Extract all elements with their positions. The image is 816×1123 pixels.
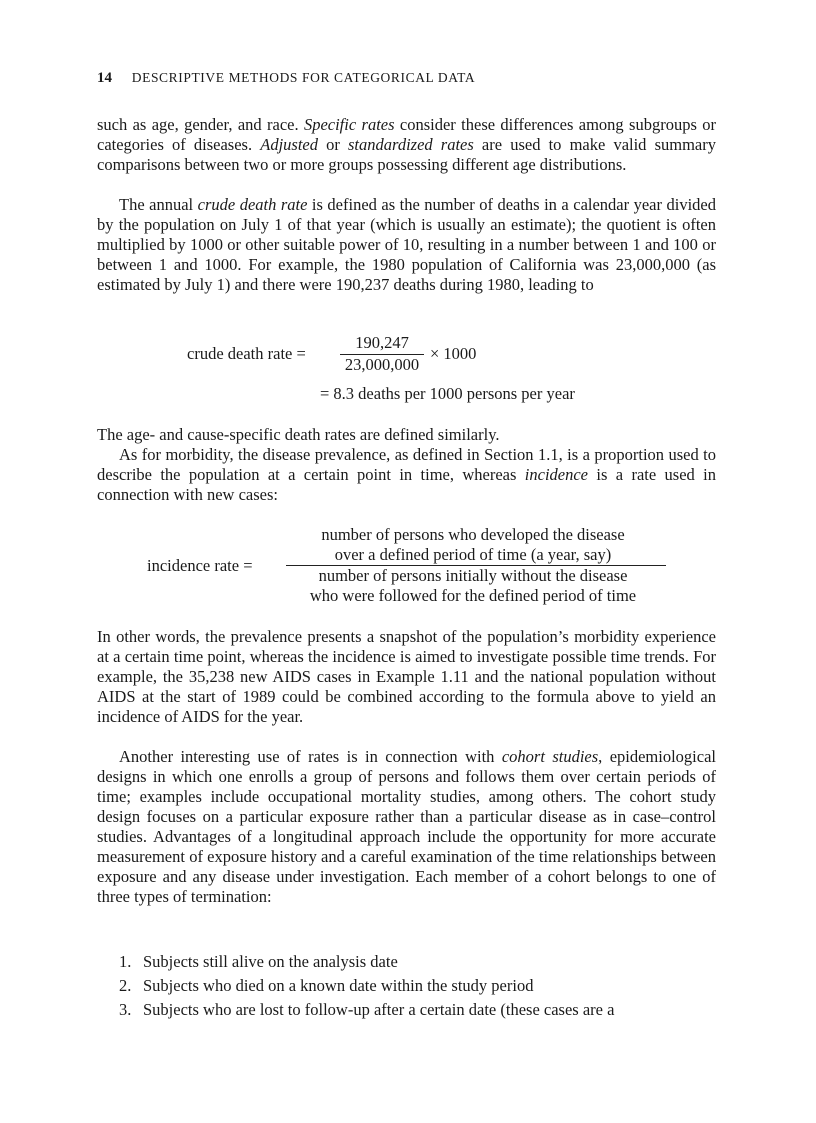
- paragraph-prevalence-vs-incidence: In other words, the prevalence presents a snapshot of the population’s morbidity experience at a certain time point, whereas the incidence is aimed to investigate possible time trends. For example, the 35,238 new AIDS cases in Example 1.11 and the national population without AIDS at the start of 1989 could be combined according to the formula above to yield an incidence of AIDS for the year.: [97, 627, 716, 726]
- list-item: 2. Subjects who died on a known date within the study period: [119, 976, 534, 995]
- numerator-line-2: over a defined period of time (a year, say): [334, 545, 612, 564]
- term-incidence: incidence: [524, 465, 589, 484]
- fraction-denominator: 23,000,000: [344, 355, 420, 374]
- denominator-line-2: who were followed for the defined period of time: [309, 586, 637, 605]
- running-title: DESCRIPTIVE METHODS FOR CATEGORICAL DATA: [131, 70, 476, 85]
- page-number: 14: [97, 70, 112, 86]
- term-standardized-rates: standardized rates: [348, 135, 474, 154]
- paragraph-morbidity: As for morbidity, the disease prevalence, as defined in Section 1.1, is a proportion used to describe the population at a certain point in time, whereas incidence is a rate used in connection with new cases:: [97, 445, 717, 504]
- term-cohort-studies: cohort studies: [501, 747, 599, 766]
- fraction-numerator: 190,247: [355, 333, 409, 352]
- denominator-line-1: number of persons initially without the disease: [318, 566, 628, 585]
- list-item: 3. Subjects who are lost to follow-up after a certain date (these cases are a: [119, 1000, 615, 1019]
- term-crude-death-rate: crude death rate: [197, 195, 308, 214]
- equation-result: = 8.3 deaths per 1000 persons per year: [320, 384, 575, 403]
- term-specific-rates: Specific rates: [303, 115, 395, 134]
- equation-lhs: incidence rate =: [147, 556, 253, 575]
- running-header: [97, 70, 475, 87]
- paragraph-cohort-studies: Another interesting use of rates is in connection with cohort studies, epidemiological designs in which one enrolls a group of persons and follows them over certain periods of time; examples include occupational mortality studies, among others. The cohort study design focuses on a particular exposure rather than a particular disease as in case–control studies. Advantages of a longitudinal approach include the opportunity for more accurate measurement of exposure history and a careful examination of the time relationships between exposure and any disease under investigation. Each member of a cohort belongs to one of three types of termination:: [97, 747, 716, 906]
- paragraph-crude-death-rate: The annual crude death rate is defined as the number of deaths in a calendar year divided by the population on July 1 of that year (which is usually an estimate); the quotient is often multiplied by 1000 or other suitable power of 10, resulting in a number between 1 and 100 or between 1 and 1000. For example, the 1980 population of California was 23,000,000 (as estimated by July 1) and there were 190,237 deaths during 1980, leading to: [97, 195, 716, 294]
- equation-lhs: crude death rate =: [187, 344, 306, 363]
- termination-types-list: [97, 950, 716, 1022]
- list-item: 1. Subjects still alive on the analysis date: [119, 952, 398, 971]
- equation-multiplier: × 1000: [430, 344, 477, 363]
- paragraph-rates-intro: such as age, gender, and race. Specific rates consider these differences among subgroups or categories of diseases. Adjusted or standardized rates are used to make valid summary comparisons between two or more groups possessing different age distributions.: [97, 115, 716, 174]
- term-adjusted: Adjusted: [260, 135, 318, 154]
- numerator-line-1: number of persons who developed the disease: [321, 525, 625, 544]
- paragraph-age-cause-specific: The age- and cause-specific death rates are defined similarly.: [97, 425, 500, 444]
